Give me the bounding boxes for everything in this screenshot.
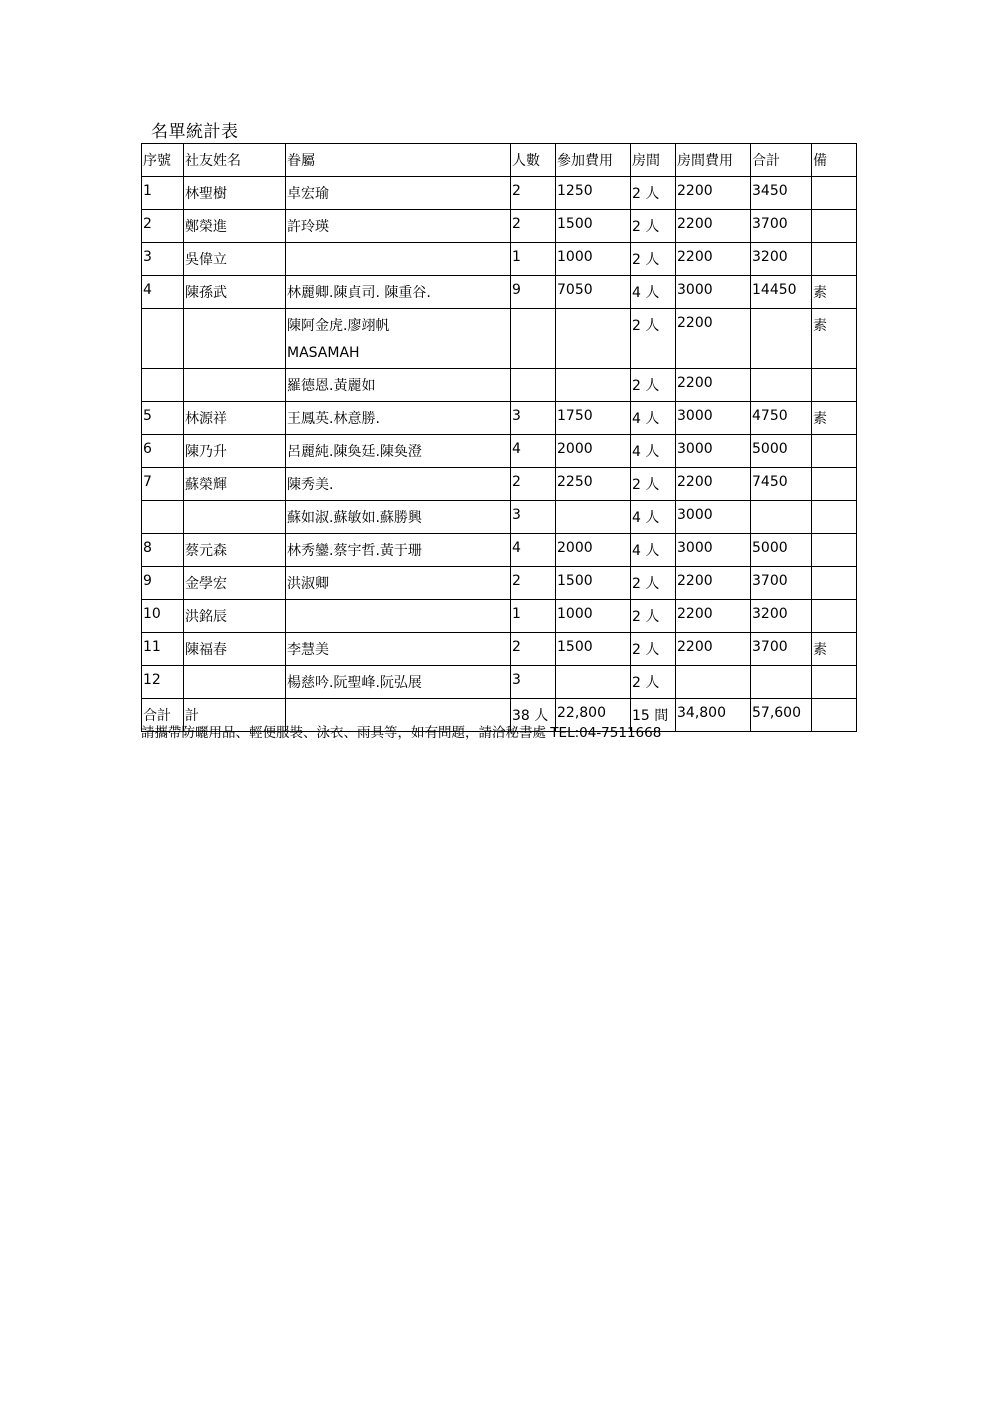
family-line: 王鳳英.林意勝. [287,411,380,427]
note-cell [812,177,857,210]
row-number-cell [142,501,184,534]
total-count-cell: 38 人 [511,699,556,732]
fee-cell [556,369,631,402]
family-cell [286,666,511,699]
note-cell [812,567,857,600]
row-number-cell: 10 [142,600,184,633]
grand-total-cell: 57,600 [751,699,812,732]
fee-cell: 2000 [556,435,631,468]
family-cell [286,243,511,276]
people-count-cell: 2 [511,633,556,666]
table-header-row [142,144,857,177]
note-cell [812,435,857,468]
family-cell [286,177,511,210]
family-cell [286,567,511,600]
table-row [142,666,857,699]
people-count-cell: 2 [511,567,556,600]
family-cell [286,276,511,309]
row-number-cell: 2 [142,210,184,243]
room-cell: 4 人 [631,534,676,567]
row-number-cell: 7 [142,468,184,501]
family-line: 許玲瑛 [287,219,329,235]
header-cell: 序號 [142,144,184,177]
row-total-cell: 3700 [751,633,812,666]
table-row [142,402,857,435]
people-count-cell: 1 [511,243,556,276]
people-count-cell: 2 [511,468,556,501]
note-cell [812,666,857,699]
room-fee-cell: 2200 [676,567,751,600]
row-number-cell: 1 [142,177,184,210]
family-line: 呂麗純.陳奐廷.陳奐澄 [287,444,422,460]
people-count-cell: 2 [511,177,556,210]
note-cell [812,468,857,501]
row-number-cell: 6 [142,435,184,468]
table-row [142,369,857,402]
family-line: 李慧美 [287,642,329,658]
note-cell [812,210,857,243]
fee-cell [556,666,631,699]
row-total-cell: 4750 [751,402,812,435]
table-row [142,501,857,534]
family-cell [286,309,511,369]
room-fee-cell: 3000 [676,534,751,567]
total-room-cell: 15 間 [631,699,676,732]
people-count-cell: 4 [511,534,556,567]
row-number-cell [142,309,184,369]
room-fee-cell: 3000 [676,402,751,435]
row-total-cell [751,309,812,369]
family-line: 楊慈吟.阮聖峰.阮弘展 [287,675,422,691]
member-name-cell [184,501,286,534]
page-title: 名單統計表 [151,122,239,142]
fee-cell: 1500 [556,633,631,666]
row-total-cell: 7450 [751,468,812,501]
total-room-fee-cell: 34,800 [676,699,751,732]
table-row [142,567,857,600]
note-cell [812,600,857,633]
total-fee-cell: 22,800 [556,699,631,732]
people-count-cell: 3 [511,402,556,435]
family-cell [286,468,511,501]
fee-cell [556,309,631,369]
room-fee-cell: 2200 [676,633,751,666]
room-cell: 2 人 [631,210,676,243]
family-line-second: MASAMAH [287,345,360,361]
room-cell: 4 人 [631,276,676,309]
room-fee-cell: 2200 [676,600,751,633]
table-row [142,177,857,210]
people-count-cell: 9 [511,276,556,309]
table-row [142,633,857,666]
room-fee-cell: 3000 [676,276,751,309]
row-number-cell: 5 [142,402,184,435]
row-total-cell: 3450 [751,177,812,210]
header-cell: 房間 [631,144,676,177]
row-total-cell: 3200 [751,600,812,633]
member-name-cell [184,369,286,402]
people-count-cell: 3 [511,666,556,699]
member-name-cell: 蘇榮輝 [184,468,286,501]
header-cell: 眷屬 [286,144,511,177]
header-cell: 社友姓名 [184,144,286,177]
family-cell [286,435,511,468]
row-number-cell [142,369,184,402]
header-cell: 人數 [511,144,556,177]
total-label-cell: 合計 [142,699,184,732]
family-cell [286,369,511,402]
fee-cell: 2000 [556,534,631,567]
room-fee-cell [676,666,751,699]
room-fee-cell: 3000 [676,501,751,534]
header-cell: 備 [812,144,857,177]
fee-cell [556,501,631,534]
family-cell [286,210,511,243]
fee-cell: 1000 [556,243,631,276]
row-total-cell: 5000 [751,435,812,468]
member-name-cell: 蔡元森 [184,534,286,567]
room-cell: 2 人 [631,243,676,276]
room-fee-cell: 2200 [676,210,751,243]
table-row [142,435,857,468]
family-line: 蘇如淑.蘇敏如.蘇勝興 [287,510,422,526]
table-row [142,534,857,567]
note-cell: 素 [812,633,857,666]
fee-cell: 1500 [556,210,631,243]
note-cell [812,369,857,402]
room-cell: 2 人 [631,633,676,666]
table-body [142,177,857,699]
member-name-cell: 林源祥 [184,402,286,435]
member-name-cell [184,666,286,699]
note-cell: 素 [812,309,857,369]
table-row [142,243,857,276]
fee-cell: 2250 [556,468,631,501]
member-name-cell: 陳孫武 [184,276,286,309]
people-count-cell: 1 [511,600,556,633]
footer-note: 請攜帶防曬用品、輕便服裝、泳衣、雨具等，如有問題，請洽秘書處 TEL:04-7511668 [141,725,662,741]
row-total-cell: 3200 [751,243,812,276]
row-total-cell: 5000 [751,534,812,567]
room-cell: 2 人 [631,666,676,699]
fee-cell: 1000 [556,600,631,633]
room-fee-cell: 2200 [676,309,751,369]
family-line: 林麗卿.陳貞司. 陳重谷. [287,285,431,301]
row-total-cell: 3700 [751,210,812,243]
family-cell [286,402,511,435]
total-label-cell: 計 [184,699,286,732]
room-fee-cell: 2200 [676,177,751,210]
row-number-cell: 4 [142,276,184,309]
room-cell: 4 人 [631,435,676,468]
room-fee-cell: 2200 [676,369,751,402]
room-cell: 4 人 [631,501,676,534]
row-total-cell [751,501,812,534]
family-line: 林秀鑾.蔡宇哲.黃于珊 [287,543,422,559]
row-total-cell [751,369,812,402]
people-count-cell: 3 [511,501,556,534]
header-cell: 參加費用 [556,144,631,177]
table-row [142,600,857,633]
family-cell [286,501,511,534]
row-total-cell: 3700 [751,567,812,600]
fee-cell: 1750 [556,402,631,435]
row-number-cell: 8 [142,534,184,567]
note-cell [812,501,857,534]
family-cell [286,534,511,567]
member-name-cell: 吳偉立 [184,243,286,276]
room-cell: 2 人 [631,567,676,600]
member-name-cell: 洪銘辰 [184,600,286,633]
family-line: 卓宏瑜 [287,186,329,202]
member-name-cell: 鄭榮進 [184,210,286,243]
room-fee-cell: 3000 [676,435,751,468]
note-cell [812,243,857,276]
family-cell [286,600,511,633]
table-row [142,309,857,369]
table-row [142,468,857,501]
family-cell [286,633,511,666]
header-cell: 房間費用 [676,144,751,177]
table-row [142,210,857,243]
row-number-cell: 12 [142,666,184,699]
room-cell: 2 人 [631,369,676,402]
member-name-cell: 林聖樹 [184,177,286,210]
member-name-cell: 陳福春 [184,633,286,666]
fee-cell: 1500 [556,567,631,600]
people-count-cell [511,309,556,369]
row-number-cell: 9 [142,567,184,600]
row-number-cell: 3 [142,243,184,276]
family-line: 羅德恩.黃麗如 [287,378,376,394]
room-fee-cell: 2200 [676,468,751,501]
people-count-cell [511,369,556,402]
room-fee-cell: 2200 [676,243,751,276]
note-cell [812,534,857,567]
note-cell: 素 [812,276,857,309]
header-cell: 合計 [751,144,812,177]
room-cell: 2 人 [631,309,676,369]
row-total-cell: 14450 [751,276,812,309]
room-cell: 2 人 [631,177,676,210]
family-line: 陳阿金虎.廖翊帆 [287,318,390,334]
family-line: 洪淑卿 [287,576,329,592]
member-name-cell: 金學宏 [184,567,286,600]
total-note-cell [812,699,857,732]
table-row [142,276,857,309]
member-name-cell: 陳乃升 [184,435,286,468]
note-cell: 素 [812,402,857,435]
row-total-cell [751,666,812,699]
fee-cell: 7050 [556,276,631,309]
people-count-cell: 2 [511,210,556,243]
member-name-cell [184,309,286,369]
family-line: 陳秀美. [287,477,334,493]
room-cell: 2 人 [631,600,676,633]
roster-table [141,143,857,732]
fee-cell: 1250 [556,177,631,210]
row-number-cell: 11 [142,633,184,666]
room-cell: 2 人 [631,468,676,501]
people-count-cell: 4 [511,435,556,468]
room-cell: 4 人 [631,402,676,435]
